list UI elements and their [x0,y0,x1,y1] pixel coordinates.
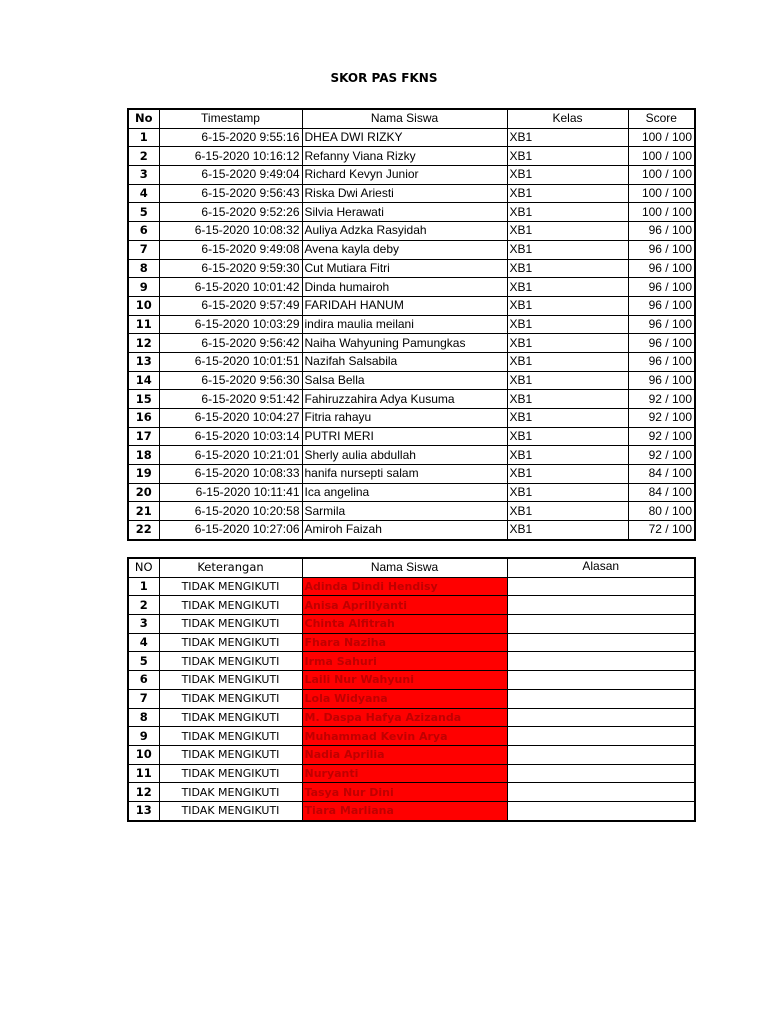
row-score: 80 / 100 [628,502,695,521]
row-keterangan: TIDAK MENGIKUTI [159,745,302,764]
row-timestamp: 6-15-2020 9:57:49 [159,296,302,315]
row-nama-siswa: Sarmila [302,502,507,521]
row-score: 96 / 100 [628,259,695,278]
row-timestamp: 6-15-2020 10:21:01 [159,446,302,465]
row-kelas: XB1 [507,521,628,540]
header-nama-siswa: Nama Siswa [302,109,507,128]
row-nama-siswa: Sherly aulia abdullah [302,446,507,465]
table-row [128,764,695,783]
table-row [128,427,695,446]
row-alasan [507,577,695,596]
row-nama-siswa: Lola Widyana [302,689,507,708]
table-row [128,352,695,371]
row-score: 100 / 100 [628,203,695,222]
row-no: 6 [128,671,159,690]
row-nama-siswa: Auliya Adzka Rasyidah [302,222,507,241]
absent-table [127,557,696,822]
table-row [128,390,695,409]
row-no: 3 [128,166,159,185]
row-no: 11 [128,764,159,783]
row-kelas: XB1 [507,147,628,166]
table-row [128,147,695,166]
row-nama-siswa: Cut Mutiara Fitri [302,259,507,278]
row-no: 22 [128,521,159,540]
row-no: 14 [128,371,159,390]
row-keterangan: TIDAK MENGIKUTI [159,596,302,615]
score-table [127,108,696,541]
row-kelas: XB1 [507,203,628,222]
row-alasan [507,633,695,652]
row-kelas: XB1 [507,278,628,297]
row-no: 18 [128,446,159,465]
row-nama-siswa: Tasya Nur Dini [302,783,507,802]
row-alasan [507,689,695,708]
table-row [128,128,695,147]
row-kelas: XB1 [507,315,628,334]
table-row [128,465,695,484]
row-nama-siswa: Naiha Wahyuning Pamungkas [302,334,507,353]
row-score: 96 / 100 [628,240,695,259]
row-nama-siswa: Laili Nur Wahyuni [302,671,507,690]
row-timestamp: 6-15-2020 10:03:14 [159,427,302,446]
table-row [128,708,695,727]
row-alasan [507,671,695,690]
header-no: NO [128,558,159,577]
row-no: 13 [128,352,159,371]
row-timestamp: 6-15-2020 9:56:43 [159,184,302,203]
row-no: 21 [128,502,159,521]
row-nama-siswa: Fahiruzzahira Adya Kusuma [302,390,507,409]
table-row [128,409,695,428]
table-row [128,371,695,390]
table-row [128,502,695,521]
table-row [128,203,695,222]
row-nama-siswa: Salsa Bella [302,371,507,390]
absent-table-header [128,558,695,577]
row-score: 92 / 100 [628,390,695,409]
table-row [128,596,695,615]
row-timestamp: 6-15-2020 9:56:30 [159,371,302,390]
row-score: 96 / 100 [628,352,695,371]
row-no: 3 [128,615,159,634]
row-alasan [507,652,695,671]
table-row [128,783,695,802]
row-score: 100 / 100 [628,147,695,166]
table-row [128,184,695,203]
row-no: 13 [128,801,159,820]
row-no: 17 [128,427,159,446]
table-row [128,521,695,540]
row-keterangan: TIDAK MENGIKUTI [159,727,302,746]
row-no: 1 [128,577,159,596]
page-title: SKOR PAS FKNS [330,71,438,85]
row-nama-siswa: Adinda Dindi Hendisy [302,577,507,596]
row-alasan [507,615,695,634]
table-row [128,483,695,502]
row-timestamp: 6-15-2020 9:59:30 [159,259,302,278]
row-nama-siswa: FARIDAH HANUM [302,296,507,315]
row-timestamp: 6-15-2020 9:56:42 [159,334,302,353]
table-row [128,446,695,465]
row-keterangan: TIDAK MENGIKUTI [159,633,302,652]
row-kelas: XB1 [507,184,628,203]
row-score: 96 / 100 [628,371,695,390]
absent-table-body [128,577,695,820]
row-no: 10 [128,296,159,315]
row-nama-siswa: Refanny Viana Rizky [302,147,507,166]
row-no: 9 [128,727,159,746]
table-row [128,315,695,334]
row-timestamp: 6-15-2020 10:01:51 [159,352,302,371]
header-nama-siswa: Nama Siswa [302,558,507,577]
row-keterangan: TIDAK MENGIKUTI [159,615,302,634]
row-nama-siswa: Ica angelina [302,483,507,502]
row-no: 4 [128,633,159,652]
table-row [128,296,695,315]
table-row [128,671,695,690]
row-no: 1 [128,128,159,147]
row-score: 96 / 100 [628,315,695,334]
row-score: 96 / 100 [628,296,695,315]
row-kelas: XB1 [507,259,628,278]
row-no: 2 [128,596,159,615]
row-score: 100 / 100 [628,184,695,203]
row-no: 6 [128,222,159,241]
header-kelas: Kelas [507,109,628,128]
row-no: 19 [128,465,159,484]
row-no: 4 [128,184,159,203]
row-nama-siswa: Chinta Alfitrah [302,615,507,634]
table-row [128,166,695,185]
row-timestamp: 6-15-2020 10:01:42 [159,278,302,297]
row-timestamp: 6-15-2020 9:55:16 [159,128,302,147]
row-no: 9 [128,278,159,297]
row-no: 5 [128,652,159,671]
row-nama-siswa: Richard Kevyn Junior [302,166,507,185]
row-no: 11 [128,315,159,334]
row-no: 20 [128,483,159,502]
row-keterangan: TIDAK MENGIKUTI [159,689,302,708]
row-keterangan: TIDAK MENGIKUTI [159,577,302,596]
header-keterangan: Keterangan [159,558,302,577]
row-kelas: XB1 [507,334,628,353]
table-row [128,727,695,746]
header-score: Score [628,109,695,128]
row-score: 100 / 100 [628,166,695,185]
row-score: 84 / 100 [628,465,695,484]
row-keterangan: TIDAK MENGIKUTI [159,671,302,690]
row-timestamp: 6-15-2020 10:11:41 [159,483,302,502]
row-alasan [507,801,695,820]
row-timestamp: 6-15-2020 10:08:32 [159,222,302,241]
row-keterangan: TIDAK MENGIKUTI [159,652,302,671]
row-kelas: XB1 [507,240,628,259]
row-kelas: XB1 [507,446,628,465]
row-kelas: XB1 [507,296,628,315]
row-score: 84 / 100 [628,483,695,502]
row-no: 15 [128,390,159,409]
row-no: 16 [128,409,159,428]
table-row [128,652,695,671]
row-timestamp: 6-15-2020 9:49:08 [159,240,302,259]
table-row [128,278,695,297]
row-timestamp: 6-15-2020 9:49:04 [159,166,302,185]
table-row [128,689,695,708]
row-kelas: XB1 [507,409,628,428]
row-kelas: XB1 [507,352,628,371]
row-no: 12 [128,783,159,802]
row-kelas: XB1 [507,390,628,409]
row-score: 96 / 100 [628,278,695,297]
row-keterangan: TIDAK MENGIKUTI [159,764,302,783]
row-nama-siswa: Fhara Naziha [302,633,507,652]
row-timestamp: 6-15-2020 10:03:29 [159,315,302,334]
row-alasan [507,745,695,764]
row-kelas: XB1 [507,222,628,241]
row-keterangan: TIDAK MENGIKUTI [159,708,302,727]
row-no: 2 [128,147,159,166]
row-nama-siswa: Tiara Marliana [302,801,507,820]
row-timestamp: 6-15-2020 10:08:33 [159,465,302,484]
row-no: 5 [128,203,159,222]
row-nama-siswa: Dinda humairoh [302,278,507,297]
table-row [128,222,695,241]
row-nama-siswa: PUTRI MERI [302,427,507,446]
row-score: 92 / 100 [628,409,695,428]
row-nama-siswa: Nuryanti [302,764,507,783]
row-no: 7 [128,689,159,708]
row-nama-siswa: Nazifah Salsabila [302,352,507,371]
row-nama-siswa: Muhammad Kevin Arya [302,727,507,746]
row-nama-siswa: indira maulia meilani [302,315,507,334]
row-kelas: XB1 [507,483,628,502]
row-timestamp: 6-15-2020 9:52:26 [159,203,302,222]
row-timestamp: 6-15-2020 10:27:06 [159,521,302,540]
row-nama-siswa: M. Daspa Hafya Azizanda [302,708,507,727]
row-no: 8 [128,708,159,727]
row-score: 92 / 100 [628,427,695,446]
row-nama-siswa: Avena kayla deby [302,240,507,259]
score-table-body [128,128,695,540]
row-nama-siswa: hanifa nursepti salam [302,465,507,484]
row-timestamp: 6-15-2020 10:04:27 [159,409,302,428]
table-row [128,615,695,634]
table-row [128,577,695,596]
row-score: 92 / 100 [628,446,695,465]
row-no: 7 [128,240,159,259]
row-score: 72 / 100 [628,521,695,540]
row-timestamp: 6-15-2020 10:20:58 [159,502,302,521]
row-nama-siswa: Anisa Aprillyanti [302,596,507,615]
header-alasan: Alasan [507,558,695,577]
row-alasan [507,708,695,727]
row-score: 96 / 100 [628,334,695,353]
row-nama-siswa: Silvia Herawati [302,203,507,222]
table-row [128,240,695,259]
row-kelas: XB1 [507,166,628,185]
row-score: 100 / 100 [628,128,695,147]
table-row [128,334,695,353]
table-row [128,259,695,278]
row-alasan [507,727,695,746]
row-score: 96 / 100 [628,222,695,241]
row-no: 10 [128,745,159,764]
row-nama-siswa: Irma Sahuri [302,652,507,671]
row-no: 8 [128,259,159,278]
score-table-header [128,109,695,128]
row-kelas: XB1 [507,465,628,484]
row-nama-siswa: Fitria rahayu [302,409,507,428]
row-nama-siswa: Riska Dwi Ariesti [302,184,507,203]
header-no: No [128,109,159,128]
row-alasan [507,764,695,783]
row-alasan [507,783,695,802]
row-keterangan: TIDAK MENGIKUTI [159,783,302,802]
row-no: 12 [128,334,159,353]
row-nama-siswa: Nadia Aprilia [302,745,507,764]
row-kelas: XB1 [507,427,628,446]
table-row [128,633,695,652]
row-timestamp: 6-15-2020 9:51:42 [159,390,302,409]
header-timestamp: Timestamp [159,109,302,128]
row-nama-siswa: Amiroh Faizah [302,521,507,540]
row-nama-siswa: DHEA DWI RIZKY [302,128,507,147]
row-alasan [507,596,695,615]
row-kelas: XB1 [507,502,628,521]
row-timestamp: 6-15-2020 10:16:12 [159,147,302,166]
table-row [128,801,695,820]
table-row [128,745,695,764]
row-kelas: XB1 [507,128,628,147]
row-keterangan: TIDAK MENGIKUTI [159,801,302,820]
row-kelas: XB1 [507,371,628,390]
